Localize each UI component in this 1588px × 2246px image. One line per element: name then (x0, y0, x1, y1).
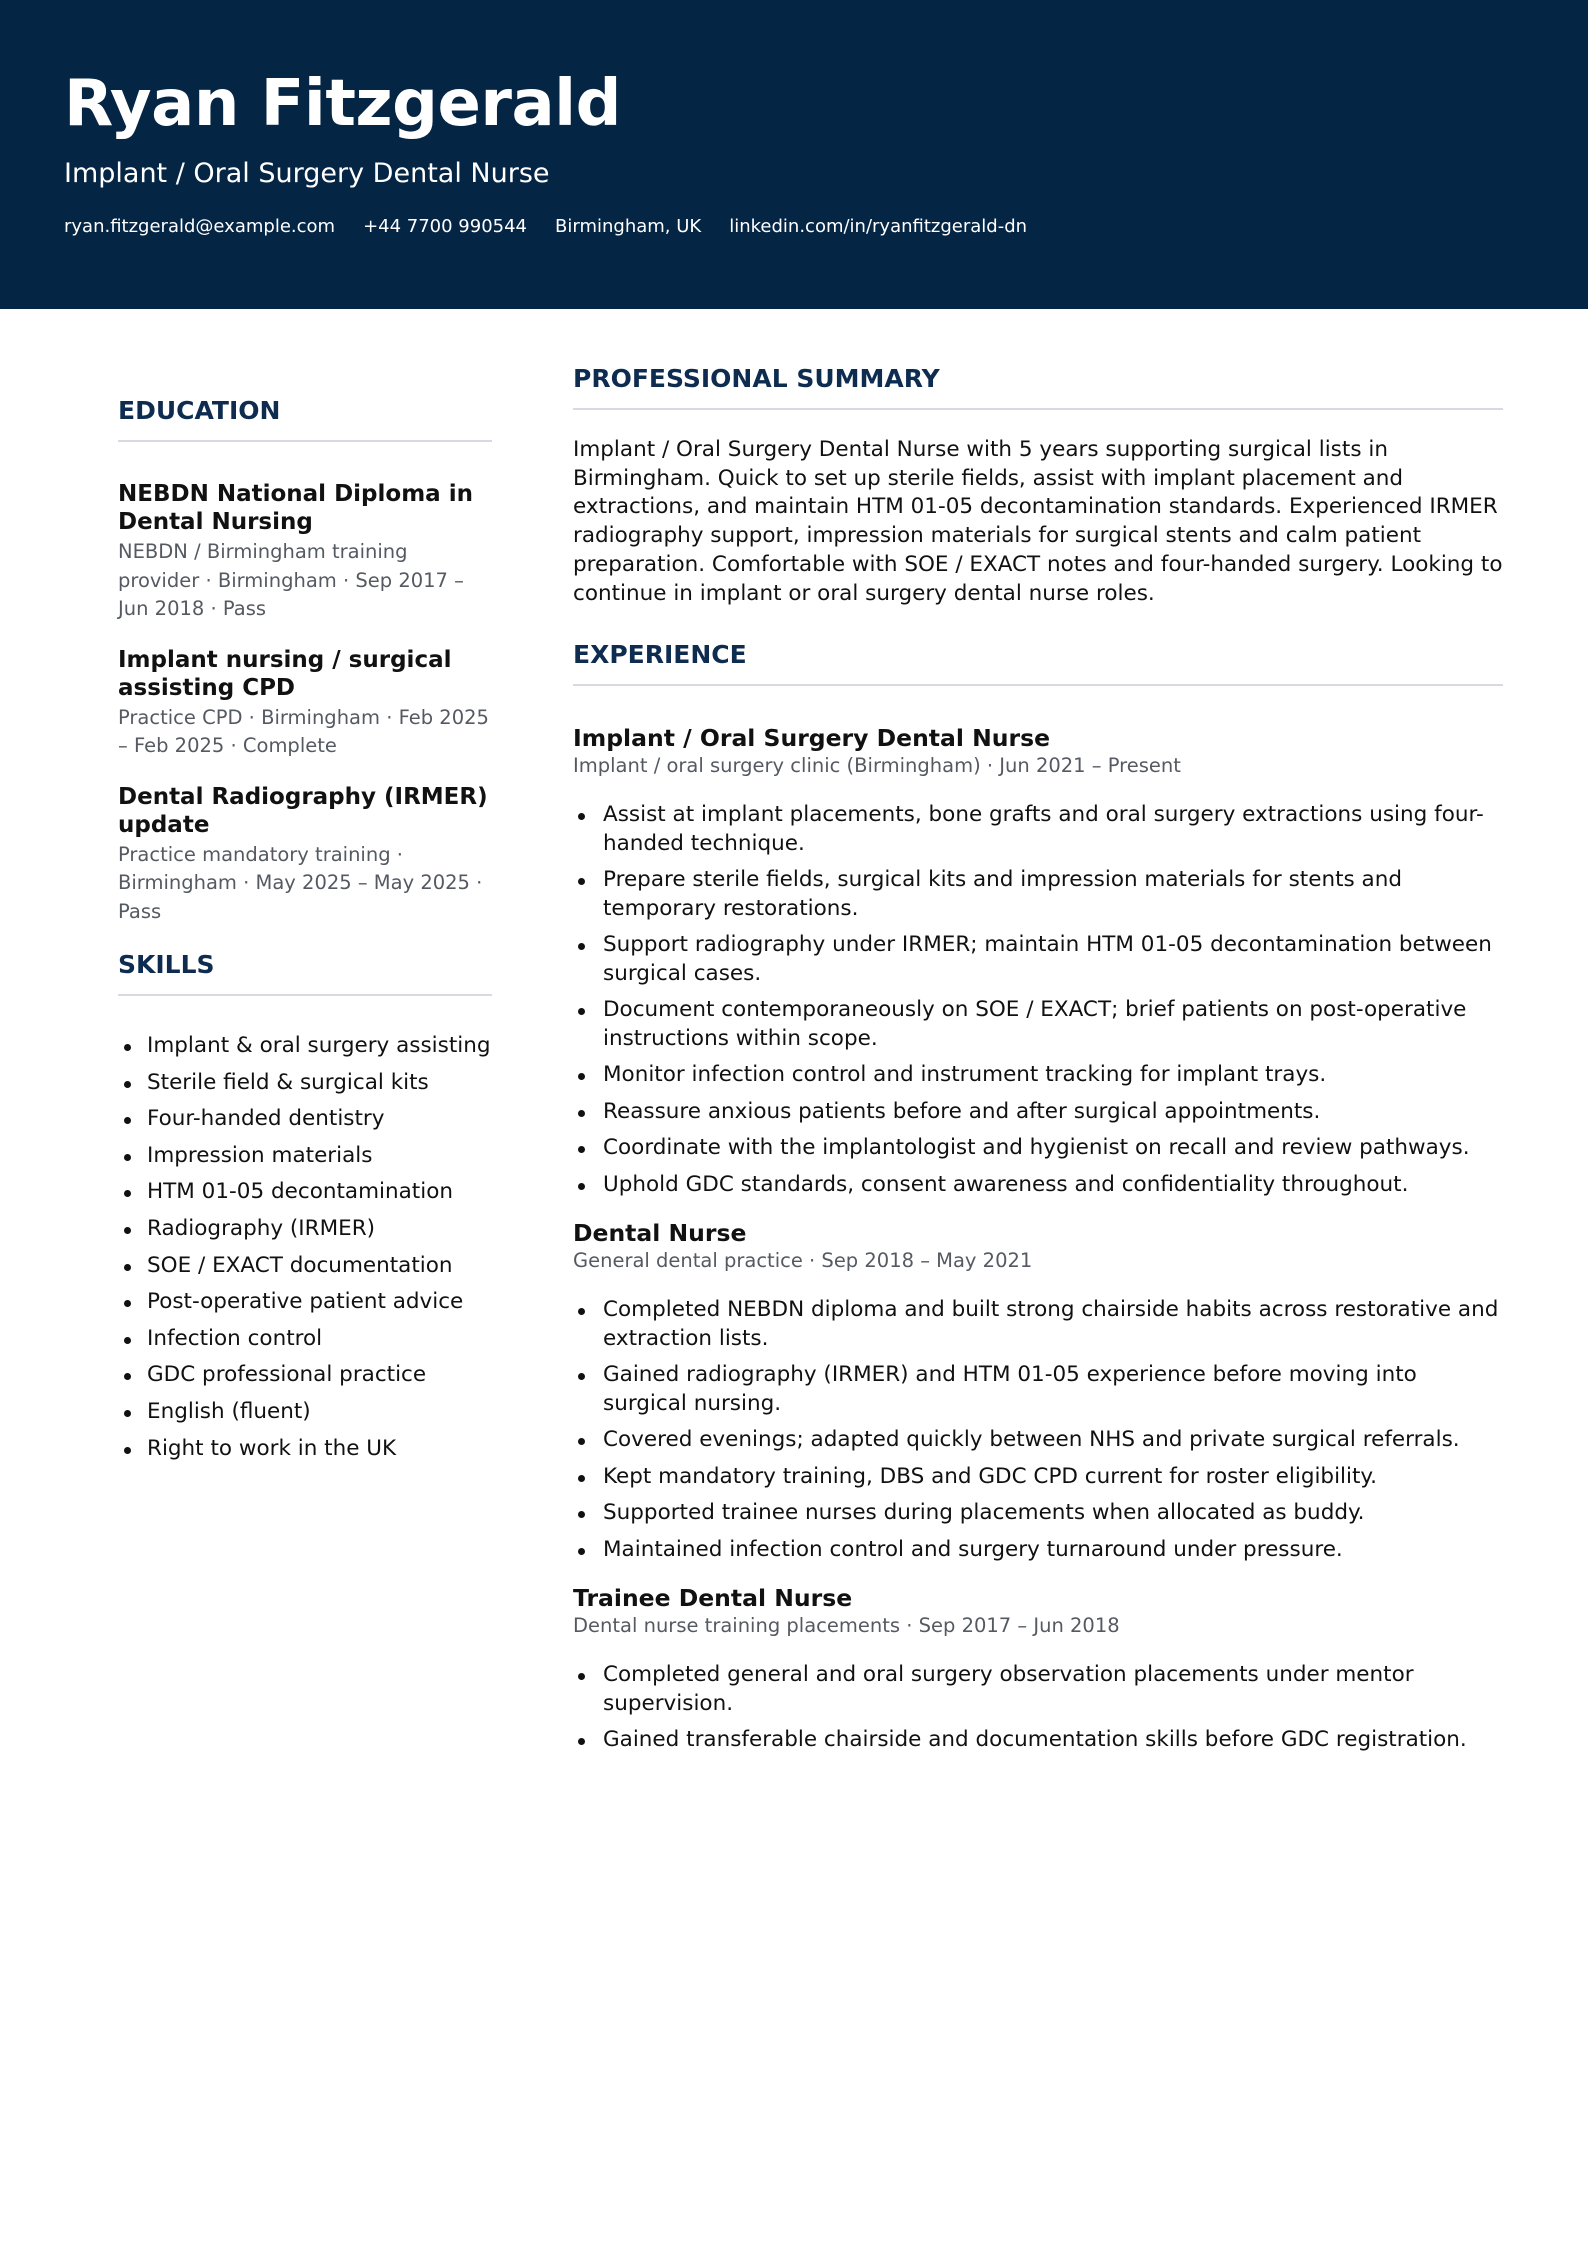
job-entry (573, 1219, 1503, 1564)
candidate-name: Ryan Fitzgerald (64, 67, 621, 141)
skill-item: Post-operative patient advice (118, 1284, 492, 1321)
job-bullet: Support radiography under IRMER; maintain HTM 01-05 decontamination between surgical cases. (573, 931, 1503, 988)
education-list (118, 480, 492, 926)
skill-item: Right to work in the UK (118, 1431, 492, 1468)
contact-linkedin[interactable]: linkedin.com/in/ryanfitzgerald-dn (729, 216, 1028, 237)
job-meta: Dental nurse training placements · Sep 2017 – Jun 2018 (573, 1614, 1120, 1638)
education-item (118, 646, 492, 761)
job-bullet: Gained transferable chairside and documentation skills before GDC registration. (573, 1726, 1503, 1755)
job-bullet: Covered evenings; adapted quickly between NHS and private surgical referrals. (573, 1426, 1503, 1455)
experience-heading: EXPERIENCE (573, 638, 1503, 686)
contact-location: Birmingham, UK (555, 216, 702, 237)
skills-heading: SKILLS (118, 948, 492, 996)
summary-text: Implant / Oral Surgery Dental Nurse with 5 years supporting surgical lists in Birmingham. Quick to set up sterile fields, assist with implant placement and extractions, and maintain HTM 01-05 decontamination standards. Experienced IRMER radiography support, impression materials for surgical stents and calm patient preparation. Comfortable with SOE / EXACT notes and four-handed surgery. Looking to continue in implant or oral surgery dental nurse roles. (573, 437, 1503, 606)
job-bullet: Completed NEBDN diploma and built strong chairside habits across restorative and extraction lists. (573, 1296, 1503, 1353)
job-bullet: Completed general and oral surgery observation placements under mentor supervision. (573, 1661, 1503, 1718)
education-title: Dental Radiography (IRMER) update (118, 783, 488, 838)
education-meta: Practice mandatory training · Birmingham · May 2025 – May 2025 · Pass (118, 842, 483, 923)
skills-section (118, 948, 492, 1467)
job-bullets (573, 1296, 1503, 1564)
skill-item: Implant & oral surgery assisting (118, 1028, 492, 1065)
education-heading: EDUCATION (118, 394, 492, 442)
education-meta: NEBDN / Birmingham training provider · Birmingham · Sep 2017 – Jun 2018 · Pass (118, 540, 464, 620)
skill-item: Four-handed dentistry (118, 1101, 492, 1138)
skill-item: Infection control (118, 1321, 492, 1358)
job-bullet: Coordinate with the implantologist and hygienist on recall and review pathways. (573, 1134, 1503, 1163)
skill-item: Sterile field & surgical kits (118, 1065, 492, 1102)
job-bullet: Prepare sterile fields, surgical kits and impression materials for stents and temporary restorations. (573, 866, 1503, 923)
resume-sidebar (118, 394, 492, 1467)
skill-item: English (fluent) (118, 1394, 492, 1431)
job-bullet: Gained radiography (IRMER) and HTM 01-05 experience before moving into surgical nursing. (573, 1361, 1503, 1418)
education-meta: Practice CPD · Birmingham · Feb 2025 – Feb 2025 · Complete (118, 705, 489, 757)
job-meta: General dental practice · Sep 2018 – May 2021 (573, 1249, 1033, 1273)
experience-section (573, 638, 1503, 1755)
job-bullet: Uphold GDC standards, consent awareness and confidentiality throughout. (573, 1171, 1503, 1200)
education-title: NEBDN National Diploma in Dental Nursing (118, 481, 473, 535)
summary-section (573, 362, 1503, 608)
job-bullet: Monitor infection control and instrument tracking for implant trays. (573, 1061, 1503, 1090)
candidate-title: Implant / Oral Surgery Dental Nurse (64, 158, 550, 189)
skill-item: Impression materials (118, 1138, 492, 1175)
job-bullets (573, 1661, 1503, 1755)
job-title: Trainee Dental Nurse (573, 1584, 853, 1613)
job-bullet: Supported trainee nurses during placements when allocated as buddy. (573, 1499, 1503, 1528)
job-bullet: Reassure anxious patients before and after surgical appointments. (573, 1098, 1503, 1127)
skills-list (118, 1028, 492, 1467)
job-bullet: Document contemporaneously on SOE / EXACT; brief patients on post-operative instructions within scope. (573, 996, 1503, 1053)
job-bullet: Maintained infection control and surgery turnaround under pressure. (573, 1536, 1503, 1565)
job-title: Implant / Oral Surgery Dental Nurse (573, 724, 1051, 753)
job-bullets (573, 801, 1503, 1199)
job-title: Dental Nurse (573, 1219, 747, 1248)
contact-email[interactable]: ryan.fitzgerald@example.com (64, 216, 336, 237)
job-entry (573, 724, 1503, 1199)
job-bullet: Kept mandatory training, DBS and GDC CPD current for roster eligibility. (573, 1463, 1503, 1492)
contact-info (64, 214, 1027, 240)
education-section (118, 394, 492, 926)
job-entry (573, 1584, 1503, 1755)
job-meta: Implant / oral surgery clinic (Birmingham) · Jun 2021 – Present (573, 754, 1181, 778)
skill-item: Radiography (IRMER) (118, 1211, 492, 1248)
summary-heading: PROFESSIONAL SUMMARY (573, 362, 1503, 410)
resume-main (573, 362, 1503, 1763)
education-item (118, 783, 492, 927)
contact-phone[interactable]: +44 7700 990544 (363, 216, 528, 237)
education-title: Implant nursing / surgical assisting CPD (118, 646, 452, 701)
resume-header (0, 0, 1588, 309)
job-bullet: Assist at implant placements, bone grafts and oral surgery extractions using four-handed technique. (573, 801, 1503, 858)
skill-item: SOE / EXACT documentation (118, 1248, 492, 1285)
skill-item: HTM 01-05 decontamination (118, 1174, 492, 1211)
education-item (118, 480, 492, 624)
skill-item: GDC professional practice (118, 1357, 492, 1394)
